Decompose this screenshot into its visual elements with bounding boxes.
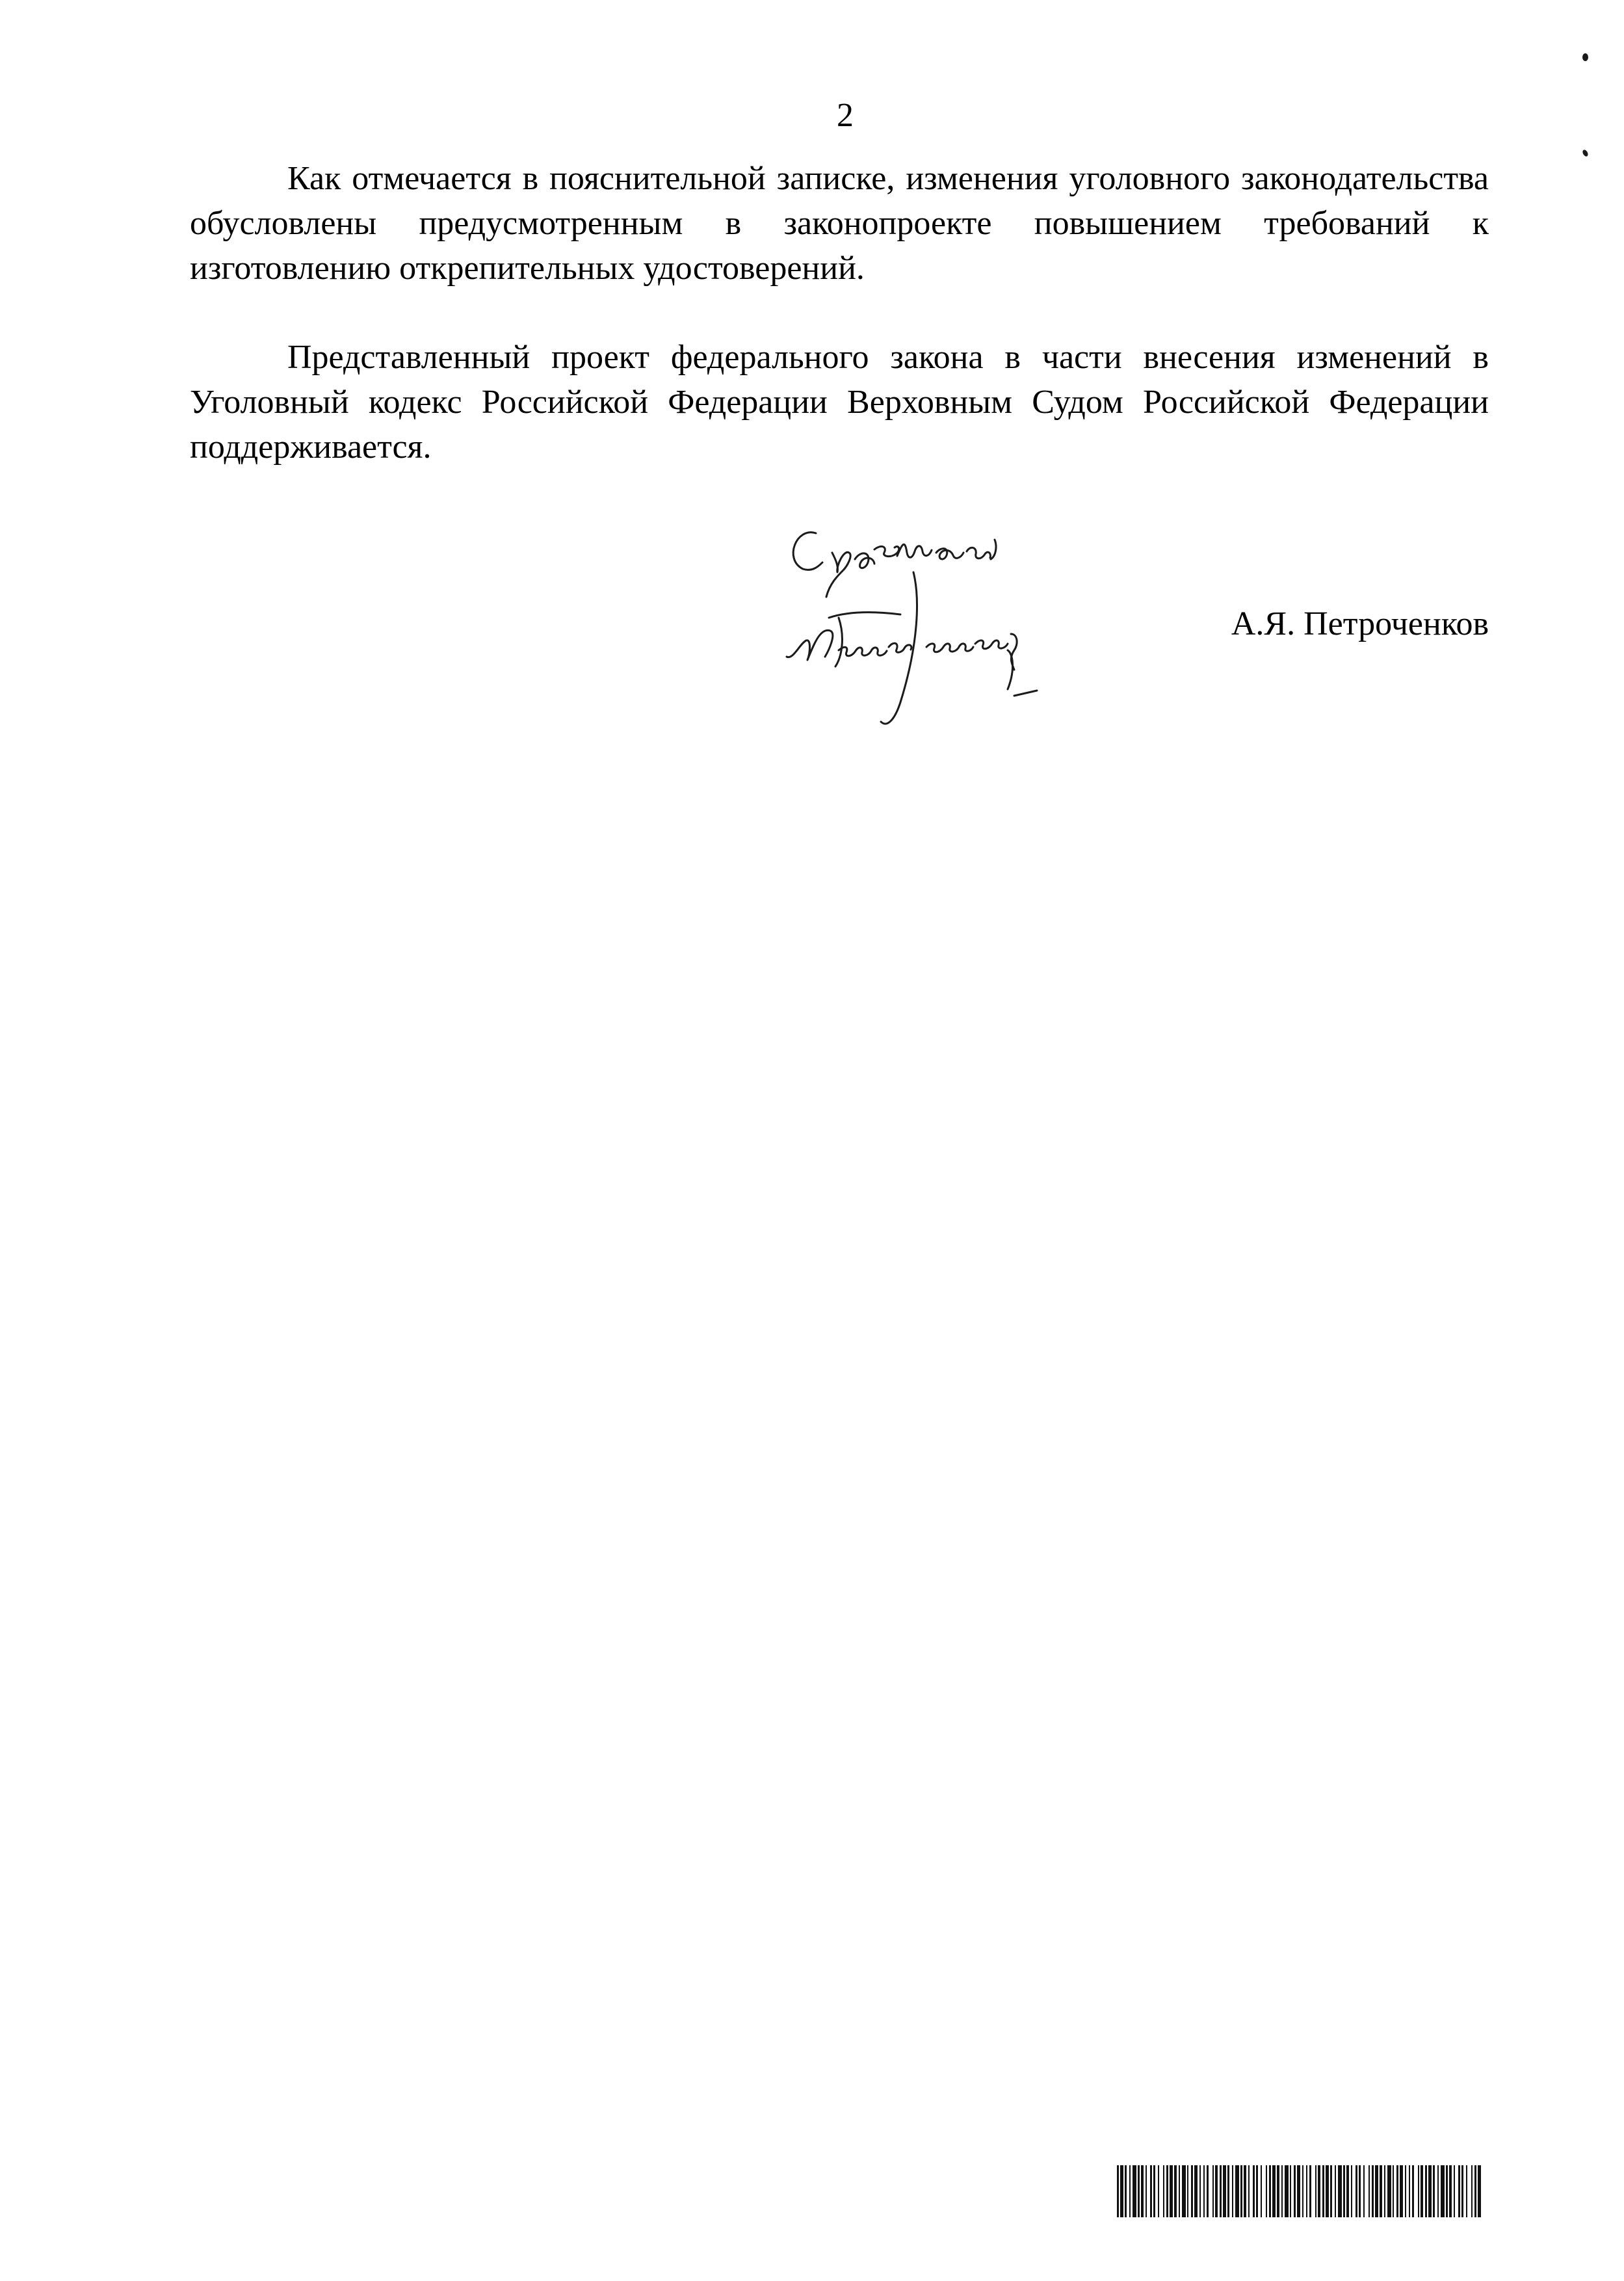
scan-speck	[1582, 149, 1590, 157]
paragraph-support-statement: Представленный проект федерального закона в части внесения изменений в Уголовный кодекс Российской Федерации Верховным Судом Российской Федерации поддерживается.	[190, 339, 1489, 466]
barcode	[1117, 2165, 1481, 2217]
page-number: 2	[837, 97, 854, 134]
scan-speck	[1582, 53, 1588, 61]
signatory-name: А.Я. Петроченков	[1231, 605, 1489, 642]
paragraph-explanatory-note: Как отмечается в пояснительной записке, изменения уголовного законодательства обусловлены предусмотренным в законопроекте повышением требований к изготовлению открепительных удостоверений.	[190, 160, 1489, 287]
